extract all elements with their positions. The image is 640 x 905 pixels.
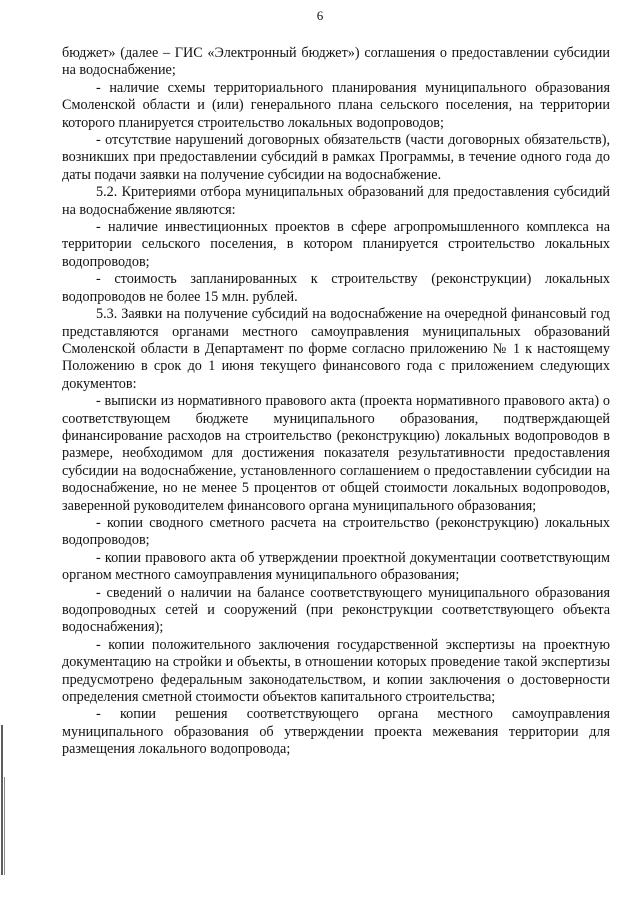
- paragraph-land-survey-decision: - копии решения соответствующего органа местного самоуправления муниципального образования об утверждении проекта межевания территории для размещения локального водопровода;: [62, 706, 610, 758]
- paragraph-estimate-copy: - копии сводного сметного расчета на строительство (реконструкцию) локальных водопроводов;: [62, 514, 610, 549]
- scan-edge-mark: [1, 725, 3, 875]
- paragraph-investment-projects: - наличие инвестиционных проектов в сфере агропромышленного комплекса на территории сельского поселения, в котором планируется строительство локальных водопроводов;: [62, 219, 610, 270]
- paragraph-selection-criteria: 5.2. Критериями отбора муниципальных образований для предоставления субсидий на водоснабжение являются:: [62, 184, 610, 218]
- paragraph-cost-limit: - стоимость запланированных к строительству (реконструкции) локальных водопроводов не более 15 млн. рублей.: [62, 271, 610, 305]
- paragraph-legal-act-copy: - копии правового акта об утверждении проектной документации соответствующим органом местного самоуправления муниципального образования;: [62, 549, 610, 584]
- scan-edge-shadow: [4, 777, 5, 875]
- paragraph-balance-information: - сведений о наличии на балансе соответствующего муниципального образования водопроводных сетей и сооружений (при реконструкции соответствующего объекта водоснабжения);: [62, 584, 610, 636]
- paragraph-applications: 5.3. Заявки на получение субсидий на водоснабжение на очередной финансовый год представляются органами местного самоуправления муниципальных образований Смоленской области в Департамент по форме согласно приложению № 1 к настоящему Положению в срок до 1 июня текущего финансового года с приложением следующих документов:: [62, 306, 610, 392]
- paragraph-territorial-planning: - наличие схемы территориального планирования муниципального образования Смоленской области и (или) генерального плана сельского поселения, на территории которого планируется строительство локальных водопроводов;: [62, 79, 610, 131]
- paragraph-budget-agreement: бюджет» (далее – ГИС «Электронный бюджет») соглашения о предоставлении субсидии на водоснабжение;: [62, 45, 610, 79]
- document-body: [62, 45, 610, 759]
- paragraph-budget-extract: - выписки из нормативного правового акта (проекта нормативного правового акта) о соответствующем бюджете муниципального образования, подтверждающей финансирование расходов на строительство (реконструкцию) локальных водопроводов в размере, необходимом для достижения показателя результативности предоставления субсидии на водоснабжение, установленного соглашением о предоставлении субсидии на водоснабжение, но не менее 5 процентов от общей стоимости локальных водопроводов, заверенной руководителем финансового органа муниципального образования;: [62, 393, 610, 514]
- paragraph-no-obligation-violations: - отсутствие нарушений договорных обязательств (части договорных обязательств), возникших при предоставлении субсидий в рамках Программы, в течение одного года до даты подачи заявки на получение субсидии на водоснабжение.: [62, 132, 610, 183]
- page-number: 6: [316, 8, 324, 23]
- paragraph-state-expertise: - копии положительного заключения государственной экспертизы на проектную документацию на стройки и объекты, в отношении которых проведение такой экспертизы предусмотрено федеральным законодательством, и копии заключения о достоверности определения сметной стоимости объектов капитального строительства;: [62, 636, 610, 706]
